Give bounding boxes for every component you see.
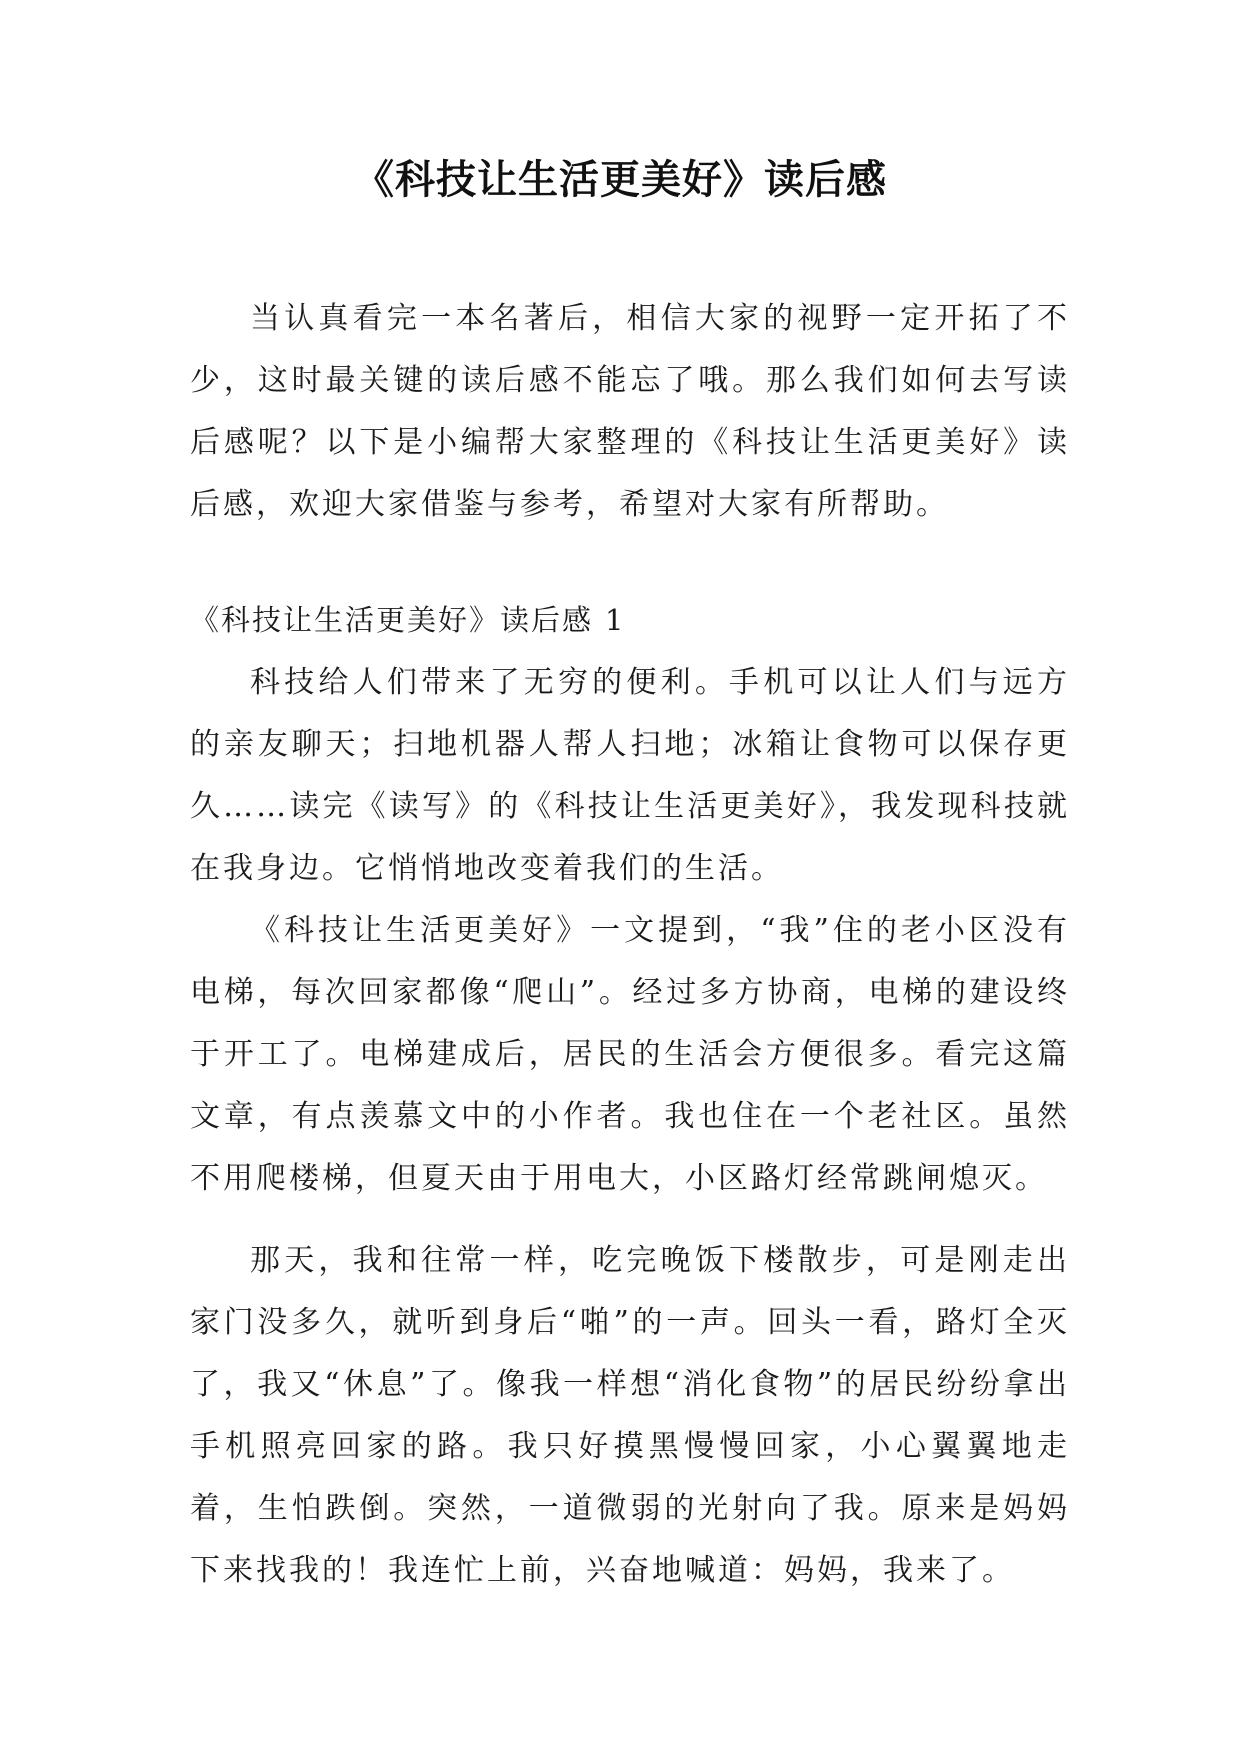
page-title: 《科技让生活更美好》读后感 (354, 157, 887, 203)
body-paragraph-2: 《科技让生活更美好》一文提到，“我”住的老小区没有电梯，每次回家都像“爬山”。经过多方协商，电梯的建设终于开工了。电梯建成后，居民的生活会方便很多。看完这篇文章，有点羡慕文中的小作者。我也住在一个老社区。虽然不用爬楼梯，但夏天由于用电大，小区路灯经常跳闸熄灭。 (190, 913, 1070, 1196)
document-body (190, 288, 1070, 1602)
body-paragraph-1: 科技给人们带来了无穷的便利。手机可以让人们与远方的亲友聊天；扫地机器人帮人扫地；冰箱让食物可以保存更久……读完《读写》的《科技让生活更美好》，我发现科技就在我身边。它悄悄地改变着我们的生活。 (190, 665, 1070, 886)
section-heading-text: 《科技让生活更美好》读后感 (190, 603, 594, 637)
section-heading (190, 588, 1070, 652)
section-number: 1 (605, 603, 626, 637)
body-paragraph-3: 那天，我和往常一样，吃完晚饭下楼散步，可是刚走出家门没多久，就听到身后“啪”的一声。回头一看，路灯全灭了，我又“休息”了。像我一样想“消化食物”的居民纷纷拿出手机照亮回家的路。我只好摸黑慢慢回家，小心翼翼地走着，生怕跌倒。突然，一道微弱的光射向了我。原来是妈妈下来找我的！我连忙上前，兴奋地喊道：妈妈，我来了。 (190, 1243, 1070, 1588)
intro-paragraph: 当认真看完一本名著后，相信大家的视野一定开拓了不少，这时最关键的读后感不能忘了哦。那么我们如何去写读后感呢？以下是小编帮大家整理的《科技让生活更美好》读后感，欢迎大家借鉴与参考，希望对大家有所帮助。 (190, 301, 1070, 522)
